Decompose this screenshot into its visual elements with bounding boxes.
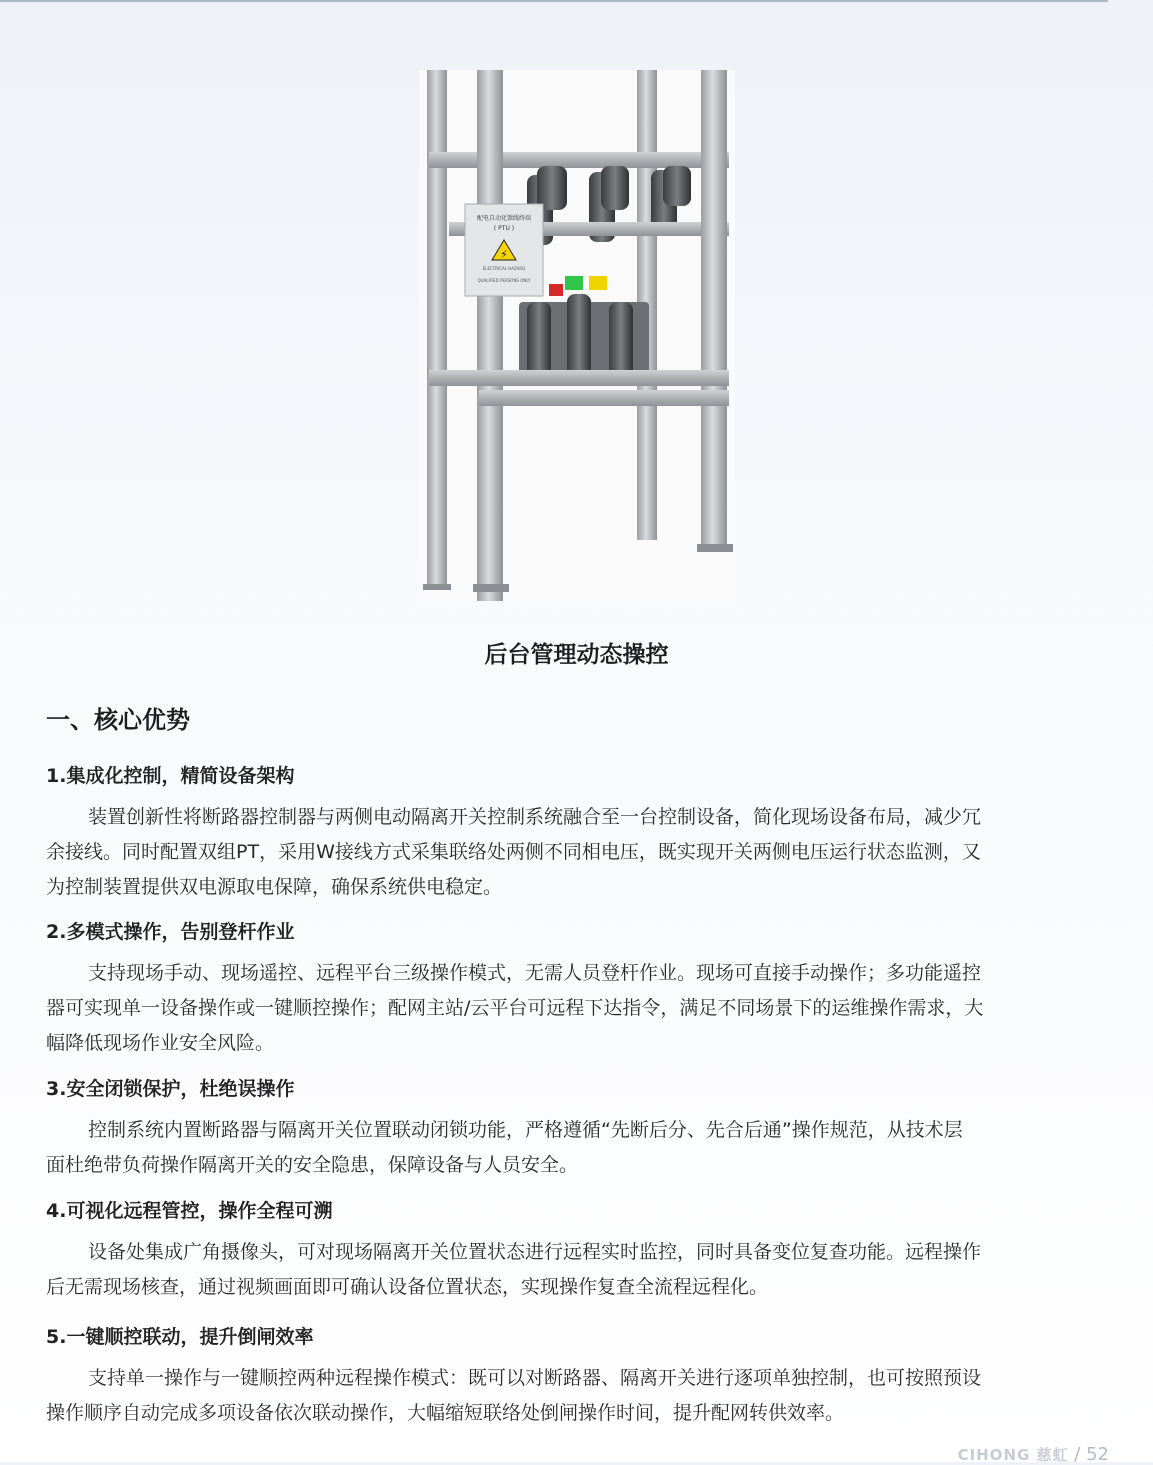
body-line: 为控制装置提供双电源取电保障，确保系统供电稳定。 [46, 876, 503, 898]
body-line: 幅降低现场作业安全风险。 [46, 1032, 275, 1054]
item-body-4 [46, 1235, 1112, 1305]
body-line: 器可实现单一设备操作或一键顺控操作；配网主站/云平台可远程下达指令，满足不同场景下的运维操作需求，大 [46, 997, 984, 1019]
page-number: / 52 [1074, 1444, 1109, 1465]
body-line: 操作顺序自动完成多项设备依次联动操作，大幅缩短联络处倒闸操作时间，提升配网转供效率。 [46, 1402, 845, 1424]
body-line: 面杜绝带负荷操作隔离开关的安全隐患，保障设备与人员安全。 [46, 1154, 579, 1176]
footer-brand: CIHONG 慈虹 [957, 1446, 1069, 1464]
body-line: 控制系统内置断路器与隔离开关位置联动闭锁功能，严格遵循“先断后分、先合后通”操作规范，从技术层 [88, 1119, 963, 1141]
body-line: 装置创新性将断路器控制器与两侧电动隔离开关控制系统融合至一台控制设备，简化现场设备布局，减少冗 [88, 806, 982, 828]
item-heading-4: 4.可视化远程管控，操作全程可溯 [46, 1200, 333, 1222]
svg-text:配电自动化馈线终端: 配电自动化馈线终端 [476, 215, 532, 222]
item-body-3 [46, 1113, 1112, 1183]
section-title: 一、核心优势 [46, 706, 190, 734]
svg-text:( PTU ): ( PTU ) [493, 225, 515, 232]
item-heading-3: 3.安全闭锁保护，杜绝误操作 [46, 1078, 295, 1100]
body-line: 支持单一操作与一键顺控两种远程操作模式：既可以对断路器、隔离开关进行逐项单独控制，也可按照预设 [88, 1367, 982, 1389]
body-line: 余接线。同时配置双组PT，采用W接线方式采集联络处两侧不同相电压，既实现开关两侧电压运行状态监测，又 [46, 841, 981, 863]
svg-text:QUALIFIED PERSONS ONLY: QUALIFIED PERSONS ONLY [477, 278, 531, 283]
pole-mounted-switch-illustration [419, 70, 735, 601]
body-line: 设备处集成广角摄像头，可对现场隔离开关位置状态进行远程实时监控，同时具备变位复查功能。远程操作 [88, 1241, 982, 1263]
item-body-2 [46, 956, 1112, 1061]
item-heading-2: 2.多模式操作，告别登杆作业 [46, 921, 295, 943]
item-heading-1: 1.集成化控制，精简设备架构 [46, 765, 295, 787]
item-body-5 [46, 1361, 1112, 1431]
body-line: 后无需现场核查，通过视频画面即可确认设备位置状态，实现操作复查全流程远程化。 [46, 1276, 769, 1298]
svg-text:ELECTRICAL HAZARD: ELECTRICAL HAZARD [482, 266, 526, 271]
item-body-1 [46, 800, 1112, 905]
top-rule [0, 0, 1108, 2]
yellow-terminal-cap [589, 276, 607, 290]
item-heading-5: 5.一键顺控联动，提升倒闸效率 [46, 1326, 314, 1348]
figure-caption: 后台管理动态操控 [484, 642, 669, 668]
body-line: 支持现场手动、现场遥控、远程平台三级操作模式，无需人员登杆作业。现场可直接手动操作；多功能遥控 [88, 962, 982, 984]
svg-text:⚡: ⚡ [500, 248, 508, 261]
product-figure [419, 70, 735, 601]
green-terminal-cap [565, 276, 583, 290]
ptu-control-box [465, 204, 543, 296]
red-terminal-cap [549, 284, 563, 296]
